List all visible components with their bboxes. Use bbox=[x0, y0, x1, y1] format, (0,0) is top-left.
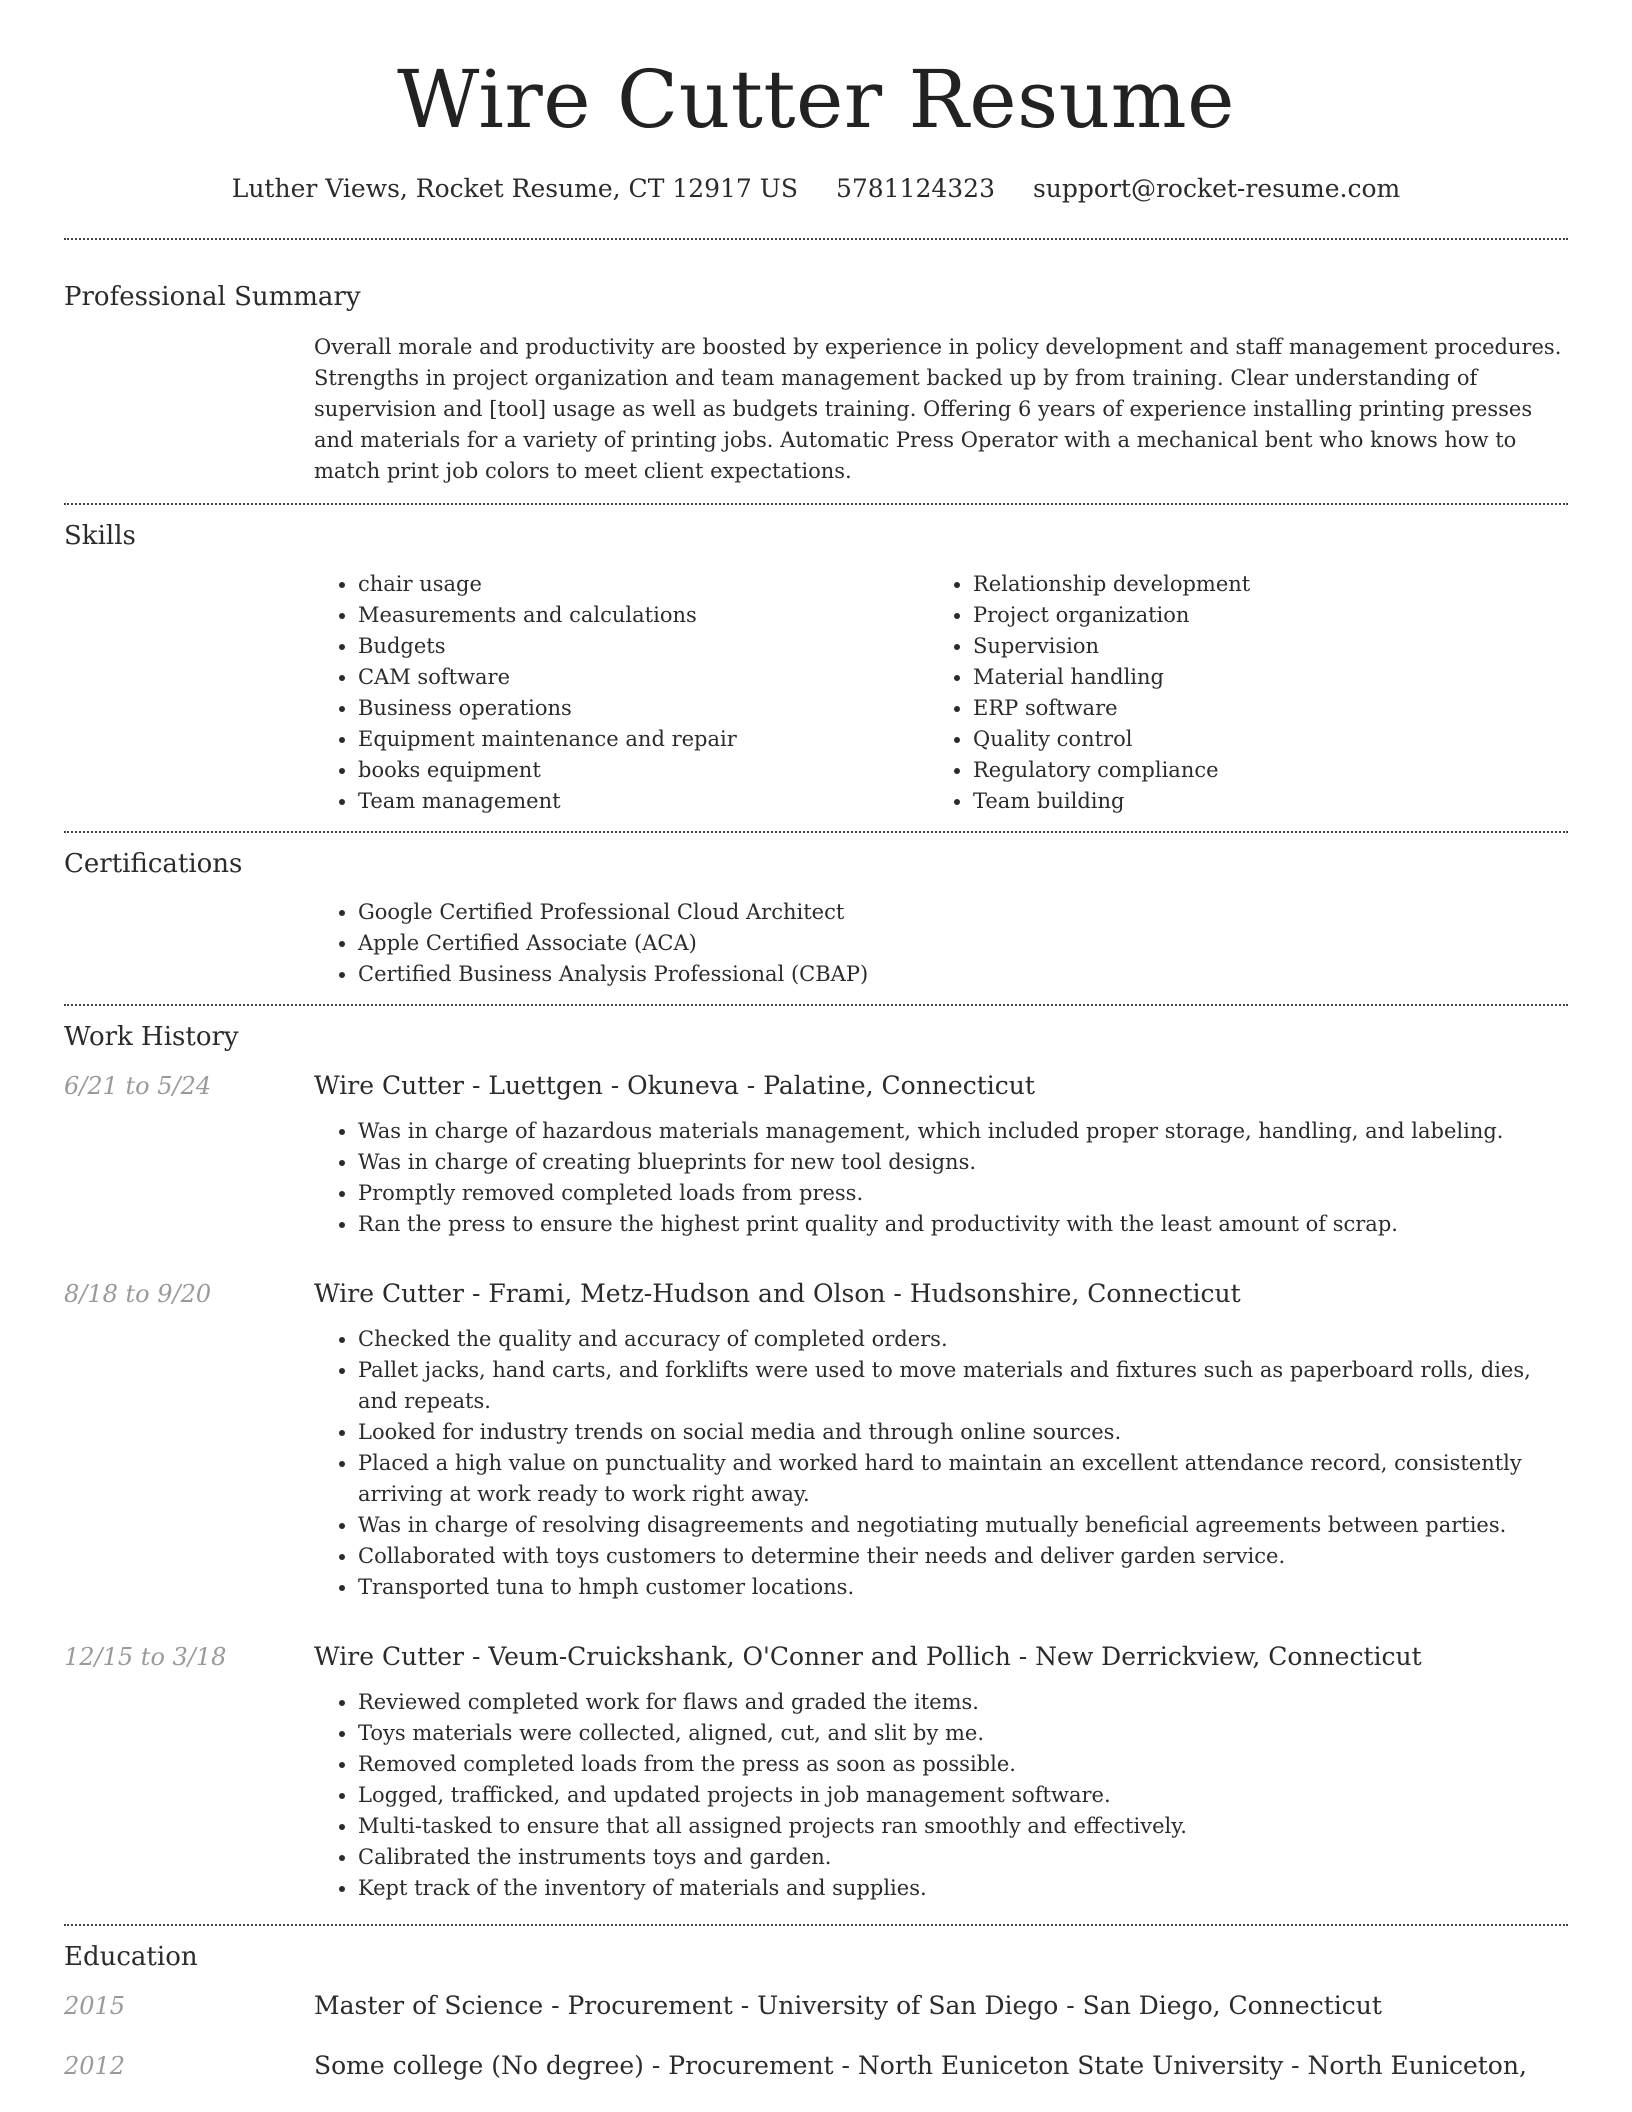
skill-item: • CAM software bbox=[358, 662, 929, 693]
skill-item: • books equipment bbox=[358, 755, 929, 786]
job-dates: 8/18 to 9/20 bbox=[64, 1280, 212, 1308]
work-history-section bbox=[64, 1006, 1568, 1924]
certifications-section bbox=[64, 833, 1568, 1004]
job-bullet: • Calibrated the instruments toys and garden. bbox=[358, 1842, 1568, 1873]
education-entry bbox=[64, 2050, 1568, 2082]
section-title-summary: Professional Summary bbox=[64, 282, 361, 312]
job-bullet: • Transported tuna to hmph customer locations. bbox=[358, 1572, 1568, 1603]
job-bullet: • Was in charge of creating blueprints for new tool designs. bbox=[358, 1147, 1568, 1178]
job-entry bbox=[64, 1278, 1568, 1603]
section-title-skills: Skills bbox=[64, 521, 136, 551]
skill-item: • chair usage bbox=[358, 569, 929, 600]
education-entry bbox=[64, 1990, 1568, 2022]
skill-item: • Team management bbox=[358, 786, 929, 817]
section-title-work-history: Work History bbox=[64, 1022, 239, 1052]
education-date: 2015 bbox=[64, 1992, 126, 2020]
summary-text: Overall morale and productivity are boosted by experience in policy development and staff management procedures. Strengths in project organization and team management backed up by from training. Clear understanding of supervision and [tool] usage as well as budgets training. Offering 6 years of experience installing printing presses and materials for a variety of printing jobs. Automatic Press Operator with a mechanical bent who knows how to match print job colors to meet client expectations. bbox=[314, 335, 1562, 483]
job-title: Wire Cutter - Veum-Cruickshank, O'Conner and Pollich - New Derrickview, Connecticut bbox=[314, 1642, 1422, 1671]
education-details: Master of Science - Procurement - University of San Diego - San Diego, Connecticut bbox=[314, 1991, 1382, 2020]
resume-header bbox=[64, 0, 1568, 206]
skill-item: • ERP software bbox=[973, 693, 1544, 724]
job-bullet: • Collaborated with toys customers to determine their needs and deliver garden service. bbox=[358, 1541, 1568, 1572]
skills-list-right bbox=[929, 569, 1544, 817]
skill-item: • Quality control bbox=[973, 724, 1544, 755]
job-details bbox=[314, 1641, 1568, 1904]
skill-item: • Team building bbox=[973, 786, 1544, 817]
job-title: Wire Cutter - Luettgen - Okuneva - Palatine, Connecticut bbox=[314, 1071, 1035, 1100]
certifications-list bbox=[314, 897, 1568, 990]
skills-grid bbox=[314, 569, 1568, 817]
job-bullet: • Promptly removed completed loads from press. bbox=[358, 1178, 1568, 1209]
certification-item: • Certified Business Analysis Professional (CBAP) bbox=[358, 959, 1568, 990]
job-bullet: • Logged, trafficked, and updated projects in job management software. bbox=[358, 1780, 1568, 1811]
job-bullet: • Removed completed loads from the press as soon as possible. bbox=[358, 1749, 1568, 1780]
job-bullet: • Multi-tasked to ensure that all assigned projects ran smoothly and effectively. bbox=[358, 1811, 1568, 1842]
job-bullet: • Reviewed completed work for flaws and graded the items. bbox=[358, 1687, 1568, 1718]
certification-item: • Google Certified Professional Cloud Architect bbox=[358, 897, 1568, 928]
skill-item: • Business operations bbox=[358, 693, 929, 724]
education-section bbox=[64, 1926, 1568, 2112]
skill-item: • Material handling bbox=[973, 662, 1544, 693]
job-details bbox=[314, 1278, 1568, 1603]
skills-section bbox=[64, 505, 1568, 831]
job-bullet: • Looked for industry trends on social media and through online sources. bbox=[358, 1417, 1568, 1448]
job-bullet: • Checked the quality and accuracy of completed orders. bbox=[358, 1324, 1568, 1355]
certification-item: • Apple Certified Associate (ACA) bbox=[358, 928, 1568, 959]
job-title: Wire Cutter - Frami, Metz-Hudson and Olson - Hudsonshire, Connecticut bbox=[314, 1279, 1241, 1308]
section-title-certifications: Certifications bbox=[64, 849, 243, 879]
skill-item: • Relationship development bbox=[973, 569, 1544, 600]
job-entry bbox=[64, 1641, 1568, 1904]
job-bullet: • Ran the press to ensure the highest print quality and productivity with the least amount of scrap. bbox=[358, 1209, 1568, 1240]
job-bullet: • Pallet jacks, hand carts, and forklifts were used to move materials and fixtures such as paperboard rolls, dies, and repeats. bbox=[358, 1355, 1568, 1417]
professional-summary-section bbox=[64, 240, 1568, 503]
job-bullets bbox=[314, 1116, 1568, 1240]
job-dates: 6/21 to 5/24 bbox=[64, 1072, 212, 1100]
job-details bbox=[314, 1070, 1568, 1240]
skill-item: • Supervision bbox=[973, 631, 1544, 662]
skill-item: • Budgets bbox=[358, 631, 929, 662]
job-bullets bbox=[314, 1687, 1568, 1904]
education-details: Some college (No degree) - Procurement - North Euniceton State University - North Euniceton, bbox=[314, 2051, 1527, 2080]
job-bullet: • Placed a high value on punctuality and worked hard to maintain an excellent attendance record, consistently arriving at work ready to work right away. bbox=[358, 1448, 1568, 1510]
skill-item: • Measurements and calculations bbox=[358, 600, 929, 631]
job-bullets bbox=[314, 1324, 1568, 1603]
job-entry bbox=[64, 1070, 1568, 1240]
contact-address: Luther Views, Rocket Resume, CT 12917 US bbox=[231, 174, 798, 203]
job-bullet: • Was in charge of resolving disagreements and negotiating mutually beneficial agreements between parties. bbox=[358, 1510, 1568, 1541]
contact-line bbox=[64, 172, 1568, 206]
resume-title: Wire Cutter Resume bbox=[397, 53, 1235, 146]
job-bullet: • Toys materials were collected, aligned, cut, and slit by me. bbox=[358, 1718, 1568, 1749]
job-bullet: • Was in charge of hazardous materials management, which included proper storage, handling, and labeling. bbox=[358, 1116, 1568, 1147]
education-date: 2012 bbox=[64, 2052, 126, 2080]
skill-item: • Equipment maintenance and repair bbox=[358, 724, 929, 755]
job-dates: 12/15 to 3/18 bbox=[64, 1643, 227, 1671]
skill-item: • Regulatory compliance bbox=[973, 755, 1544, 786]
section-title-education: Education bbox=[64, 1942, 198, 1972]
skill-item: • Project organization bbox=[973, 600, 1544, 631]
certifications-body bbox=[314, 897, 1568, 990]
job-bullet: • Kept track of the inventory of materials and supplies. bbox=[358, 1873, 1568, 1904]
contact-email: support@rocket-resume.com bbox=[1032, 174, 1401, 203]
skills-list-left bbox=[314, 569, 929, 817]
contact-phone: 5781124323 bbox=[835, 174, 995, 203]
